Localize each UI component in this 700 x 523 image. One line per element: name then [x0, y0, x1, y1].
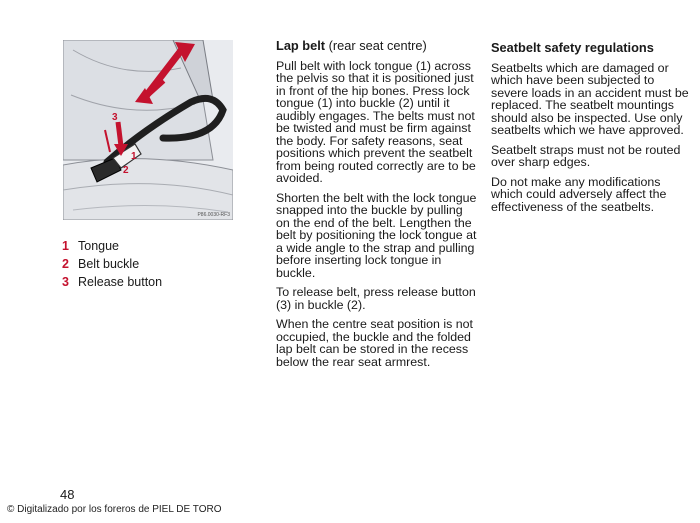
legend-item [62, 255, 162, 273]
safety-section [491, 42, 693, 220]
legend-label: Belt buckle [78, 257, 140, 271]
lap-belt-paragraph: To release belt, press release button (3) in buckle (2). [276, 285, 476, 312]
lap-belt-paragraph: Pull belt with lock tongue (1) across the pelvis so that it is positioned just in front of the hip bones. Press lock tongue (1) into buckle (2) until it audibly engages. The belts must not be twisted and must be firm against the body. For safety reasons, seat positions which prevent the seatbelt from being routed correctly are to be avoided. [276, 58, 476, 185]
lap-belt-subtitle: (rear seat centre) [328, 38, 427, 53]
legend-number: 1 [62, 239, 69, 253]
legend-item [62, 237, 162, 255]
figure-ref-code: P86.0030-RF3 [197, 212, 230, 218]
callout-2: 2 [123, 165, 129, 176]
safety-paragraph: Do not make any modifications which could adversely affect the effectiveness of the seatbelts. [491, 174, 667, 214]
seatbelt-drawing [63, 40, 233, 220]
legend-label: Tongue [78, 239, 120, 253]
lap-belt-title: Lap belt [276, 38, 326, 53]
lap-belt-section [276, 40, 478, 375]
legend-label: Release button [78, 275, 163, 289]
safety-heading: Seatbelt safety regulations [491, 40, 654, 55]
lap-belt-paragraph: When the centre seat position is not occupied, the buckle and the folded lap belt can be stored in the recess below the rear seat armrest. [276, 317, 473, 369]
lap-belt-heading [276, 40, 478, 53]
safety-paragraph: Seatbelts which are damaged or which have been subjected to severe loads in an accident must be replaced. The seatbelt mountings should also be inspected. Use only seatbelts which we have approved. [491, 60, 689, 137]
seatbelt-illustration [63, 40, 233, 220]
page-number: 48 [60, 487, 75, 502]
safety-paragraph: Seatbelt straps must not be routed over sharp edges. [491, 142, 681, 169]
callout-3: 3 [112, 112, 118, 123]
legend-number: 2 [62, 257, 69, 271]
legend-item [62, 273, 162, 291]
lap-belt-paragraph: Shorten the belt with the lock tongue snapped into the buckle by pulling on the end of the belt. Lengthen the belt by positioning the lock tongue at a wide angle to the strap and pulling before inserting lock tongue in buckle. [276, 190, 477, 280]
scan-credit-footer: © Digitalizado por los foreros de PIEL DE TORO [7, 504, 222, 515]
callout-1: 1 [131, 151, 137, 162]
figure-legend [62, 237, 162, 291]
legend-number: 3 [62, 275, 69, 289]
